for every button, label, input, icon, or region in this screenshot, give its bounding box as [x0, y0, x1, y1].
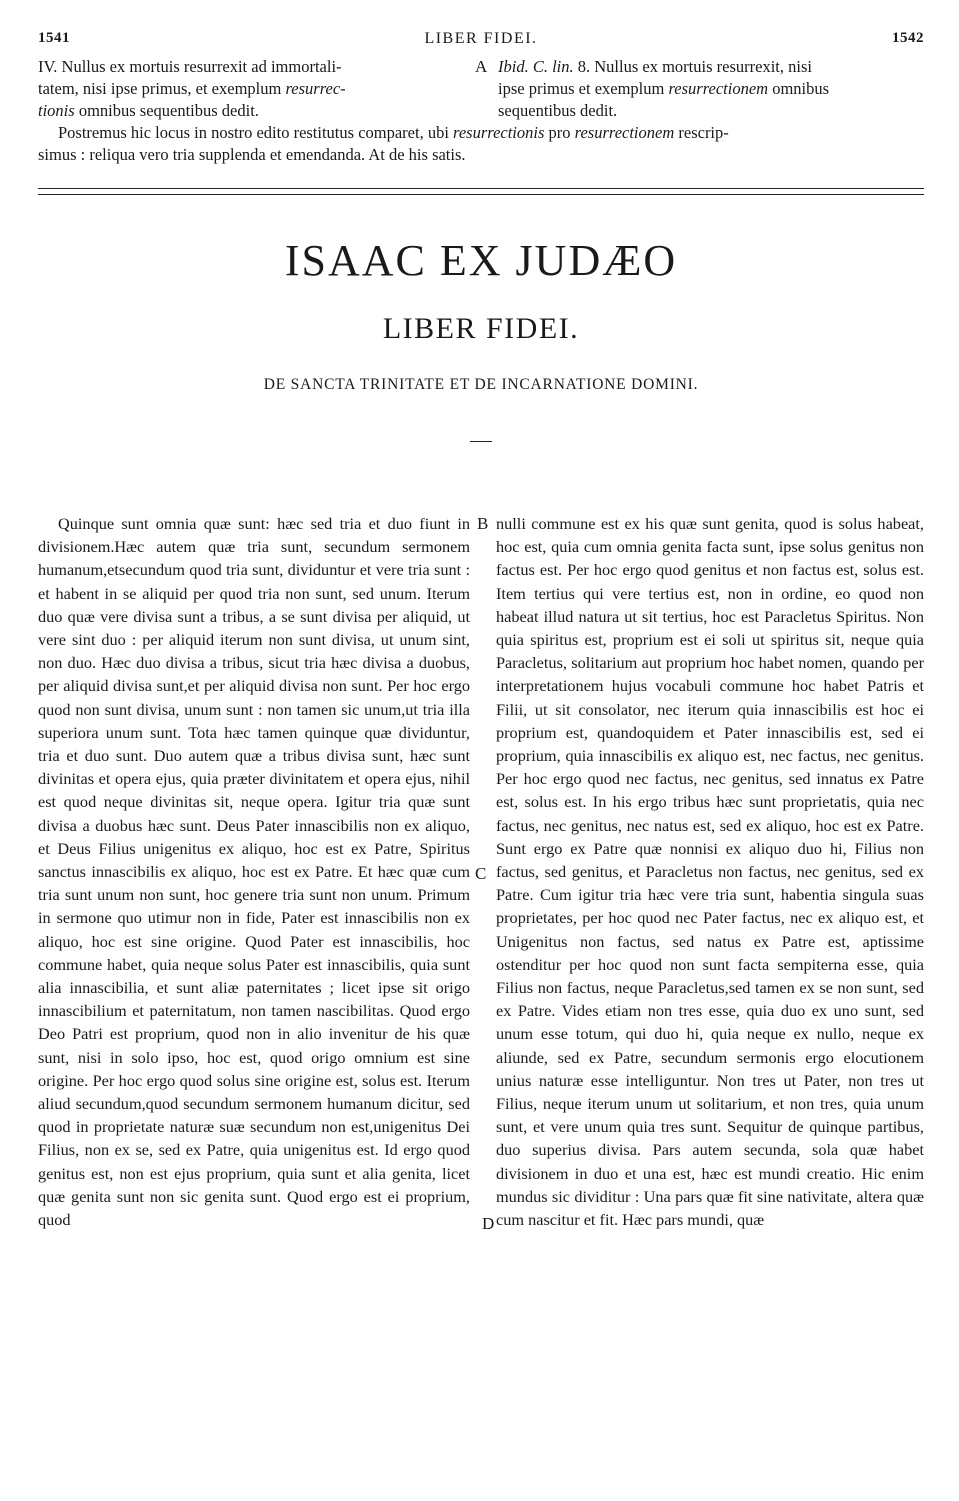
title-dash: [470, 441, 492, 442]
double-rule-divider: [38, 188, 924, 195]
sub-title: LIBER FIDEI.: [382, 312, 580, 345]
note-block: [38, 56, 924, 166]
main-title: ISAAC EX JUDÆO: [284, 236, 678, 285]
margin-marker-b: B: [477, 514, 489, 533]
note-right-column: Ibid. C. lin. 8. Nullus ex mortuis resurrexit, nisi ipse primus et exemplum resurrectionem omnibus sequentibus dedit.: [498, 57, 830, 120]
margin-marker-d: D: [482, 1214, 495, 1233]
margin-marker-a: A: [475, 57, 488, 76]
left-text-column: [38, 512, 470, 1231]
right-text-column: [496, 512, 924, 1231]
note-left-column: IV. Nullus ex mortuis resurrexit ad immortali- tatem, nisi ipse primus, et exemplum resurrec- tionis omnibus sequentibus dedit.: [38, 57, 346, 120]
running-head: [38, 30, 924, 56]
left-column-text: Quinque sunt omnia quæ sunt: hæc sed tria et duo fiunt in divisionem.Hæc autem quæ tria sunt, secundum sermonem humanum,etsecundum quod tria sunt, dividuntur et vere tria sunt : et habent in se aliquid per quod tria non sunt, sed unum. Iterum duo quæ vere divisa sunt a tribus, a se sunt divisa per aliquid, ut vere sint duo : per aliquid iterum non sunt divisa, ut unum sint, non duo. Hæc duo divisa a tribus, sicut tria hæc divisa a duobus, per aliquid divisa sunt,et per aliquid divisa non sunt. Per hoc ergo quod non sunt divisa, unum sunt : non tamen sic unum,ut tria illa superiora unum sunt. Tota hæc tamen quinque quæ dividuntur, tria et duo sunt. Duo autem quæ a tribus divisa sunt, hæc sunt divinitas et opera ejus, quia præter divinitatem et opera ejus, nihil est quod neque divinitas sit, neque opera. Igitur tria quæ sunt divisa a duobus hæc sunt. Deus Pater innascibilis non ex aliquo, et Deus Filius unigenitus ex aliquo, hoc est ex Patre, Spiritus sanctus innascibilis ex aliquo, hoc est ex Patre. Et hæc quæ cum tria sunt unum non sunt, hoc genere tria sunt non unum. Primum in sermone quo utimur non in fide, Pater est innascibilis non ex aliquo, hoc est sine origine. Quod Pater est innascibilis, hoc commune habet, quia neque solus Pater est innascibilis, quia sunt alia innascibilia, et sunt aliæ paternitates ; licet ipse sit origo innascibilium et paternitatum, non tamen nascibilitas. Quod ergo Deo Patri est proprium, quod non in alio invenitur de his quæ sunt, nisi in solo ipso, hoc est, quod origo omnium est sine origine. Per hoc ergo quod solus sine origine est, solus est. Iterum aliud secundum,quod secundum sermonem humanum dicitur, sed quod in proprietate naturæ suæ secundum non est,unigenitus Dei Filius, non ex se, sed ex Patre, quia unigenitus est. Id ergo quod genitus est, non est ejus proprium, quia sunt et alia genita, licet quæ genita sunt non sic genita sunt. Quod ergo est ei proprium, quod: [38, 514, 470, 1230]
left-page-number: 1541: [38, 30, 70, 46]
margin-marker-c: C: [475, 864, 487, 883]
right-column-text: nulli commune est ex his quæ sunt genita, quod is solus habeat, hoc est, quia cum omnia genita facta sunt, ipse solus genitus non factus est. Per hoc ergo quod genitus et non factus est, solus est. Item tertius qui vere tertius est, non in ordine, eo quod non habeat illud natura ut sit tertius, hoc est Paracletus Spiritus. Non quia spiritus est, proprium est ei soli ut spiritus sit, neque quia Paracletus, solitarium aut proprium hoc habet nomen, quando per interpretationem hujus vocabuli commune hoc habet Patris et Filii, ut sit consolator, nec iterum quia innascibilis est hoc ei proprium est, quandoquidem et Pater innascibilis est, sed ei proprium, quia innascibilis ex aliquo est, nec factus, nec genitus. Per hoc ergo quod nec factus, nec genitus, sed innatus ex Patre est, solus est. In his ergo tribus hæc sunt proprietatis, quia nec factus, nec genitus, nec natus est, sed ex aliquo, hoc est ex Patre. Sunt ergo ex Patre quæ nonnisi ex aliquo duo hi, Filius non factus, sed genitus, et Paracletus non factus, nec genitus, sed ex Patre. Cum igitur tria hæc vere tria sunt, habentia singula suas proprietates, per hoc quod nec Pater factus, nec ex aliquo est, et Unigenitus non factus, sed natus ex Patre est, aptissime ostenditur per hoc quod non sunt facta sempiterna esse, quia Filius non factus, neque Paracletus,sed tamen ex se non sunt, sed ex Patre. Vides etiam non tres esse, quia duo ex uno sunt, sed unum esse totum, qui duo hi, quia neque ex nullo, neque ex aliunde, sed ex Patre, secundum sermonis ergo elocutionem unius naturæ esse intelliguntur. Non tres ut Pater, non tres ut Filius, neque iterum unum ut solitarium, et non tres, quia unum sunt, et vere unum quia tres sunt. Sequitur de quinque partibus, duo superius divisa. Pars autem secunda, sola quæ habet divisionem in duo et una est, hæc est mundi creatio. Hic enim mundus sic dividitur : Una pars quæ fit sine nativitate, altera quæ cum nascitur et fit. Hæc pars mundi, quæ: [496, 514, 924, 1230]
note-reference: Ibid. C. lin.: [498, 57, 574, 76]
running-title: LIBER FIDEI.: [424, 30, 538, 47]
section-title: DE SANCTA TRINITATE ET DE INCARNATIONE DOMINI.: [263, 376, 699, 393]
page: [38, 30, 924, 1233]
right-page-number: 1542: [892, 30, 924, 46]
note-full-width: Postremus hic locus in nostro edito restitutus comparet, ubi resurrectionis pro resurrectionem rescrip- simus : reliqua vero tria supplenda et emendanda. At de his satis.: [38, 123, 729, 164]
